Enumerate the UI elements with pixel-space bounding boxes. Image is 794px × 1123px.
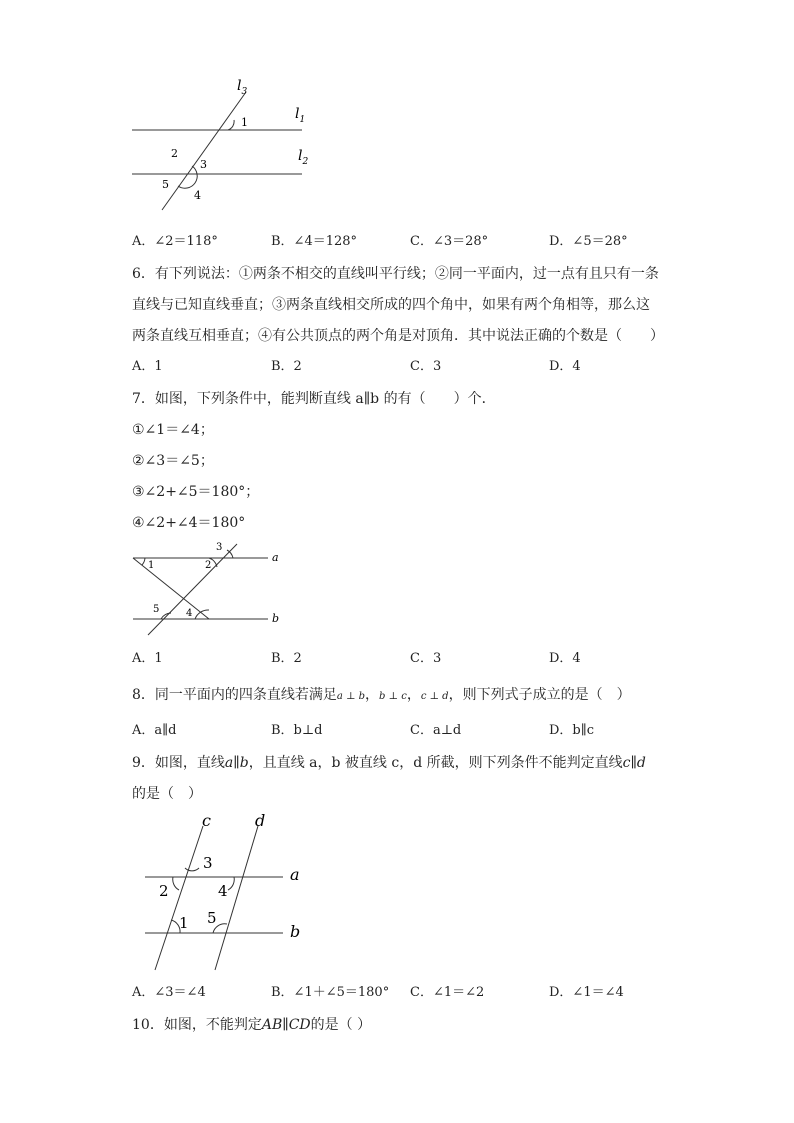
figure-q7 [125,538,295,638]
q9-stem-line-2: 的是（ ） [132,786,202,802]
q9-option-b[interactable]: B．∠1＋∠5＝180° [271,985,390,1000]
q9-option-d[interactable]: D．∠1＝∠4 [549,985,624,1000]
q10-stem-post: 的是（ ） [310,1017,372,1033]
angle-label-5: 5 [162,178,169,191]
q8-sep-1: ， [365,687,380,703]
q7-condition-4: ④∠2+∠4＝180° [132,515,246,531]
angle-arc-4 [228,877,234,890]
q8-sep-2: ， [406,687,421,703]
q7-stem: 7．如图，下列条件中，能判断直线 a∥b 的有（ ）个． [132,391,496,407]
q10-stem-pre: 10．如图，不能判定 [132,1017,262,1033]
angle-label-3: 3 [216,542,223,553]
q6-option-c[interactable]: C．3 [410,359,442,374]
q7-option-d[interactable]: D．4 [549,651,581,666]
q7-condition-2: ②∠3＝∠5； [132,453,214,469]
angle-label-4: 4 [218,882,228,900]
q9-stem-line-1 [132,754,646,772]
q7-option-c[interactable]: C．3 [410,651,442,666]
q6-stem-line-1: 6．有下列说法：①两条不相交的直线叫平行线；②同一平面内，过一点有且只有一条 [132,266,659,282]
q6-stem-line-3: 两条直线互相垂直；④有公共顶点的两个角是对顶角．其中说法正确的个数是（ ） [132,328,664,344]
angle-label-2: 2 [159,882,169,900]
q10-stem [132,1016,371,1034]
angle-label-1: 1 [148,560,155,571]
angle-label-4: 4 [194,189,201,202]
angle-arc-3 [178,166,197,188]
q10-expr: AB∥CD [261,1017,311,1033]
q7-condition-3: ③∠2+∠5＝180°； [132,484,260,500]
q9-stem-mid: ，且直线 a，b 被直线 c，d 所截，则下列条件不能判定直线 [248,755,623,771]
q9-expr-2: c∥d [622,755,646,771]
q6-option-d[interactable]: D．4 [549,359,581,374]
label-l1: $l_1$ [295,106,306,125]
q8-stem-pre: 8．同一平面内的四条直线若满足 [132,687,337,703]
angle-label-1: 1 [241,116,248,129]
angle-arc-1 [142,558,145,565]
figure-q5 [120,70,320,220]
q5-option-b[interactable]: B．∠4＝128° [271,234,358,249]
transversal-down [133,558,212,619]
label-b: b [290,922,301,941]
q7-option-b[interactable]: B．2 [271,651,302,666]
q9-expr-1: a∥b [224,755,249,771]
angle-arc-1 [228,120,234,130]
q8-stem [132,686,631,706]
angle-label-5: 5 [207,909,217,927]
label-l2: $l_2$ [298,148,309,167]
angle-label-4: 4 [186,608,193,619]
q8-option-a[interactable]: A．a∥d [132,723,177,738]
label-a: a [290,865,300,884]
angle-label-5: 5 [153,604,160,615]
q5-option-a[interactable]: A．∠2＝118° [132,234,218,249]
label-c: c [202,811,211,830]
angle-label-2: 2 [171,147,178,160]
angle-label-2: 2 [205,560,212,571]
angle-arc-3 [185,868,199,871]
label-b: b [272,612,280,625]
q9-option-c[interactable]: C．∠1＝∠2 [410,985,485,1000]
q8-expr-3: c ⊥ d [420,691,449,702]
q8-stem-post: ，则下列式子成立的是（ ） [448,687,631,703]
q8-option-d[interactable]: D．b∥c [549,723,595,738]
q8-expr-1: a ⊥ b [336,691,366,702]
angle-arc-2 [173,877,179,890]
q7-condition-1: ①∠1＝∠4； [132,422,214,438]
angle-label-3: 3 [200,158,207,171]
label-l3: $l_3$ [237,78,248,97]
q7-option-a[interactable]: A．1 [132,651,163,666]
label-a: a [272,551,279,564]
q9-stem-pre: 9．如图，直线 [132,755,225,771]
label-d: d [255,811,266,830]
q6-option-a[interactable]: A．1 [132,359,163,374]
q6-stem-line-2: 直线与已知直线垂直；③两条直线相交所成的四个角中，如果有两个角相等，那么这 [132,297,650,313]
q8-option-b[interactable]: B．b⊥d [271,723,323,738]
q8-option-c[interactable]: C．a⊥d [410,723,462,738]
q5-option-c[interactable]: C．∠3＝28° [410,234,489,249]
q5-option-d[interactable]: D．∠5＝28° [549,234,628,249]
angle-label-1: 1 [179,914,189,932]
figure-q9 [135,810,320,975]
q6-option-b[interactable]: B．2 [271,359,302,374]
angle-label-3: 3 [203,854,213,872]
q9-option-a[interactable]: A．∠3＝∠4 [132,985,206,1000]
q8-expr-2: b ⊥ c [379,691,407,702]
